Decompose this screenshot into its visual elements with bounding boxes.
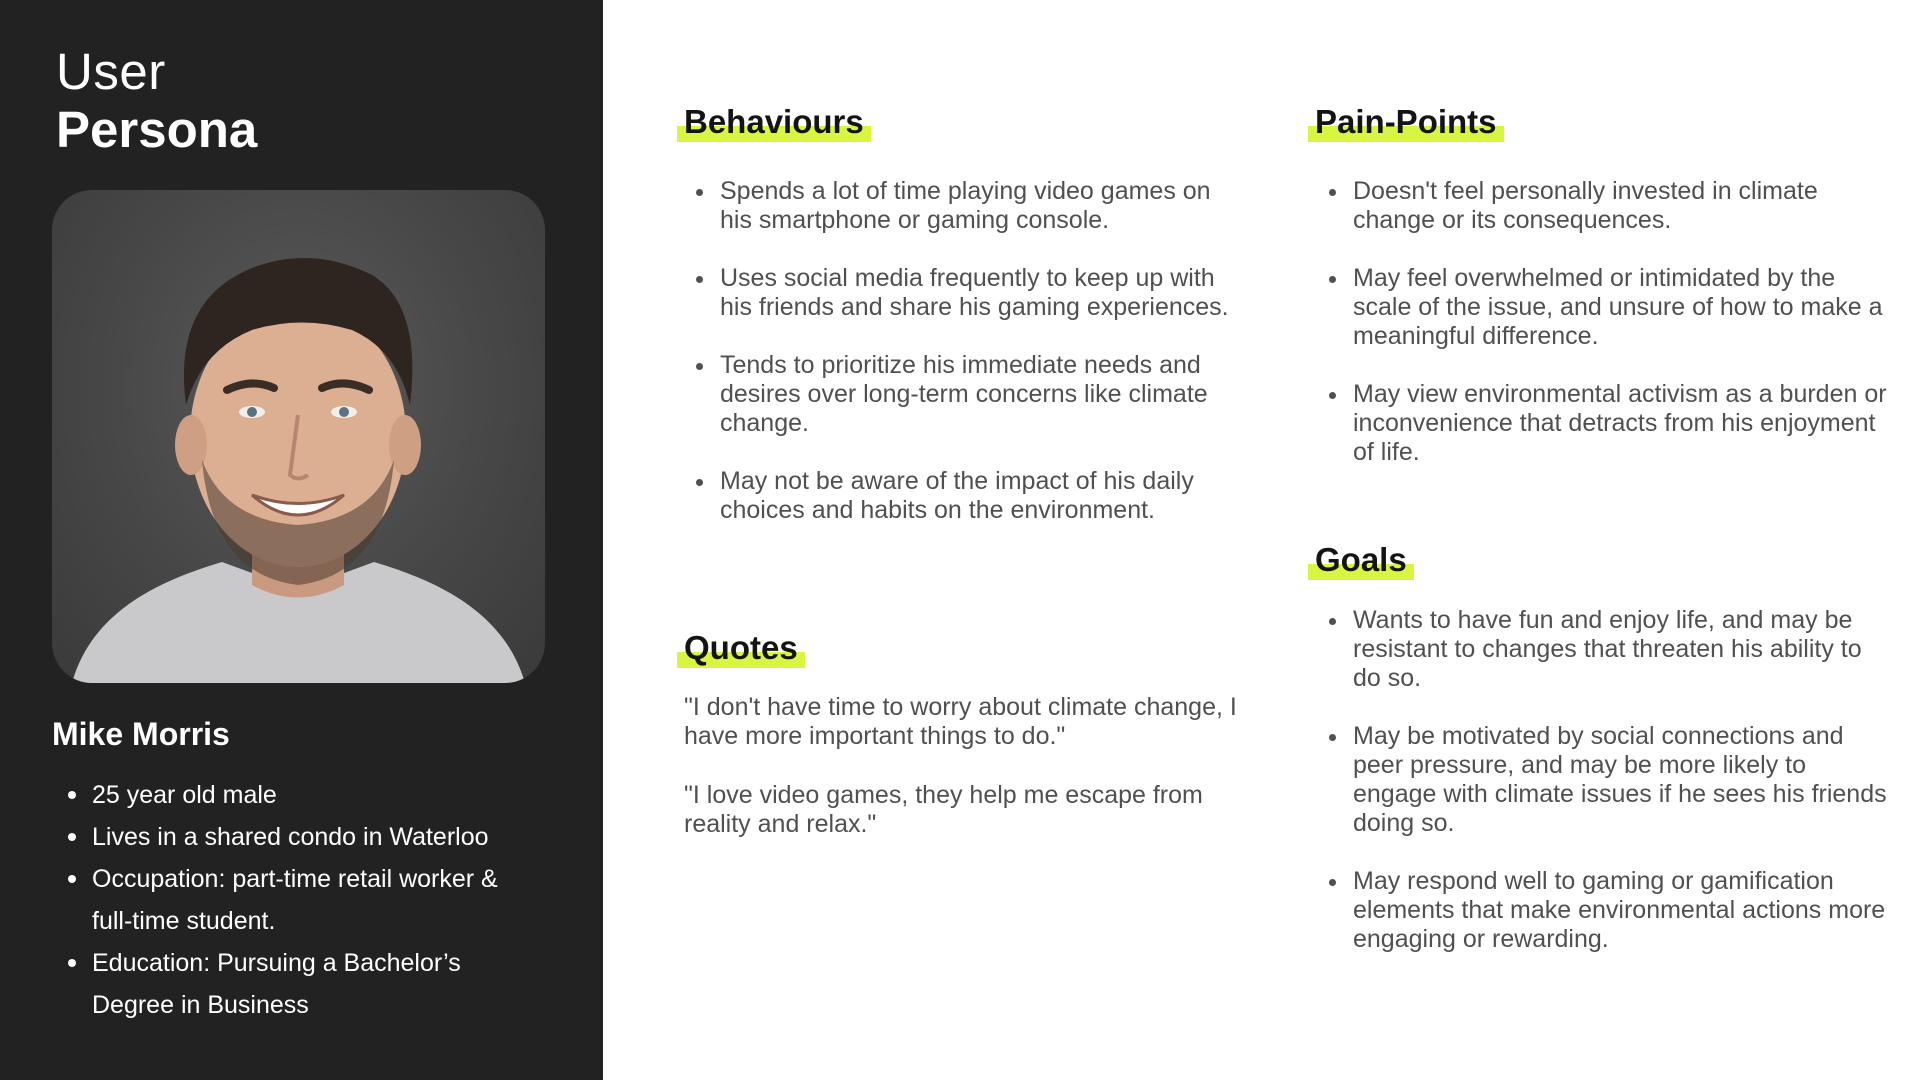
quote-1: "I don't have time to worry about climate change, I have more important things to do." [684,693,1237,750]
list-item: Doesn't feel personally invested in climate change or its consequences. [1317,177,1887,235]
quote-2: "I love video games, they help me escape from reality and relax." [684,781,1203,838]
pain-points-list [1317,177,1887,496]
fact-education [92,942,592,1026]
list-item: May view environmental activism as a burden or inconvenience that detracts from his enjoyment of life. [1317,380,1887,467]
persona-facts-list [52,774,592,1026]
list-item: Tends to prioritize his immediate needs and desires over long-term concerns like climate change. [684,351,1244,438]
persona-name: Mike Morris [52,716,230,752]
list-item: Uses social media frequently to keep up with his friends and share his gaming experiences. [684,264,1244,322]
title-bold: Persona [56,101,258,158]
behaviours-heading [677,102,871,142]
fact-education-line2: Degree in Business [92,991,309,1019]
behaviours-list [684,177,1244,554]
persona-photo [52,190,545,683]
goals-heading [1308,540,1414,580]
fact-occupation [92,858,592,942]
title-light: User [56,43,166,100]
persona-sidebar [0,0,603,1080]
list-item: Wants to have fun and enjoy life, and may be resistant to changes that threaten his ability to do so. [1317,606,1887,693]
behaviours-heading-text: Behaviours [684,103,864,140]
pain-points-heading-text: Pain-Points [1315,103,1497,140]
list-item: May be motivated by social connections and peer pressure, and may be more likely to engage with climate issues if he sees his friends doing so. [1317,722,1887,838]
list-item: May respond well to gaming or gamification elements that make environmental actions more engaging or rewarding. [1317,867,1887,954]
portrait-illustration [52,190,545,683]
quotes-heading-text: Quotes [684,629,798,666]
fact-education-line1: Education: Pursuing a Bachelor’s [92,949,461,977]
list-item: May feel overwhelmed or intimidated by the scale of the issue, and unsure of how to make a meaningful difference. [1317,264,1887,351]
pain-points-heading [1308,102,1504,142]
quotes-heading [677,628,805,668]
fact-occupation-line1: Occupation: part-time retail worker & [92,865,498,893]
list-item: Spends a lot of time playing video games on his smartphone or gaming console. [684,177,1244,235]
fact-age: 25 year old male [92,774,592,816]
goals-list [1317,606,1887,983]
fact-residence: Lives in a shared condo in Waterloo [92,816,592,858]
goals-heading-text: Goals [1315,541,1407,578]
list-item: May not be aware of the impact of his daily choices and habits on the environment. [684,467,1244,525]
fact-occupation-line2: full-time student. [92,907,276,935]
